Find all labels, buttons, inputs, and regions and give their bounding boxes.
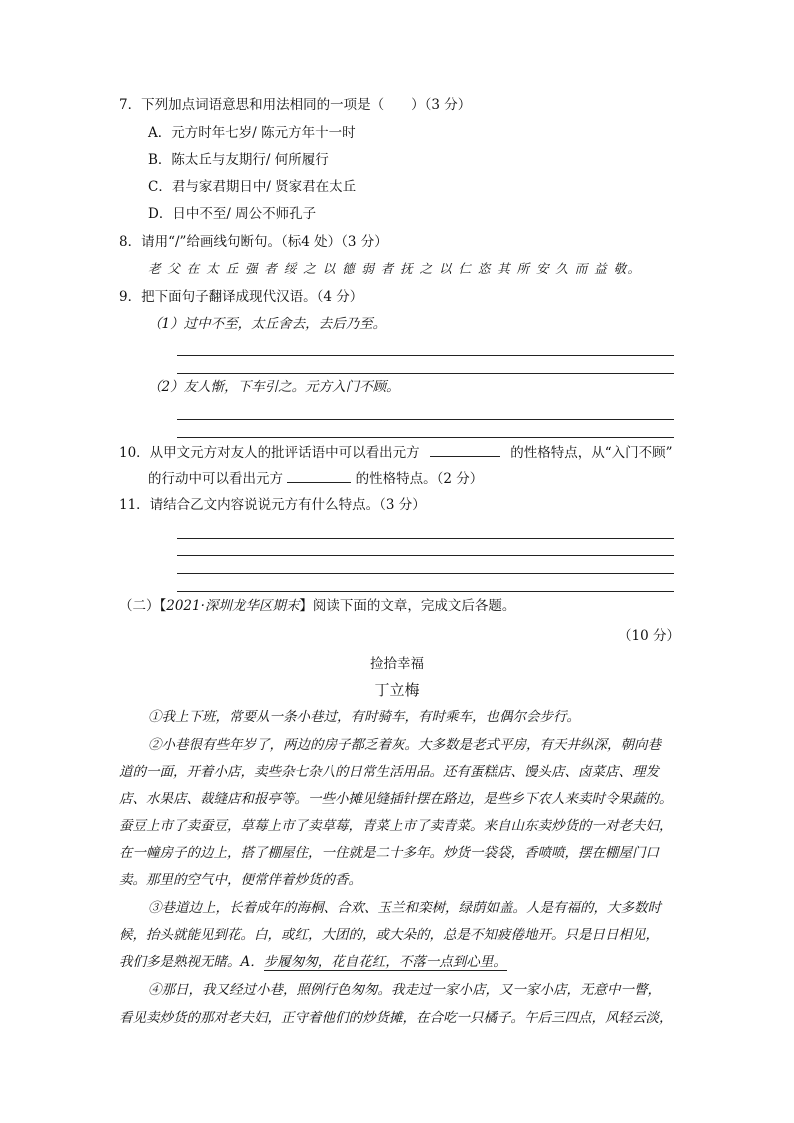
article-line: 道的一面，开着小店，卖些杂七杂八的日常生活用品。还有蛋糕店、馒头店、卤菜店、理发 (119, 764, 659, 780)
article-line: 蚕豆上市了卖蚕豆，草莓上市了卖草莓，青菜上市了卖青菜。来自山东卖炒货的一对老夫妇， (119, 818, 673, 834)
q9-sentence-1: （1）过中不至，太丘舍去，去后乃至。 (148, 316, 387, 332)
section-score: （10 分） (618, 628, 680, 644)
q10-text-4: 的性格特点。（2 分） (355, 471, 484, 487)
q7-option-c: C．君与家君期日中/ 贤家君在太丘 (148, 179, 357, 195)
q9-sentence-2: （2）友人惭，下车引之。元方入门不顾。 (148, 379, 400, 395)
q10-text-3: 的行动中可以看出元方 (148, 471, 283, 487)
underlined-sentence-a: 步履匆匆，花自花红，不落一点到心里。 (263, 954, 507, 970)
q10-text-2: 的性格特点，从“入门不顾” (510, 445, 673, 461)
q7-option-a: A．元方时年七岁/ 陈元方年十一时 (148, 125, 356, 141)
article-line-a (119, 953, 507, 971)
answer-line[interactable] (177, 419, 674, 420)
article-line: 看见卖炒货的那对老夫妇，正守着他们的炒货摊，在合吃一只橘子。午后三四点，风轻云淡， (119, 1010, 673, 1026)
article-line: 候，抬头就能见到花。白，或红，大团的，或大朵的，总是不知疲倦地开。只是日日相见， (119, 927, 659, 943)
answer-line[interactable] (177, 555, 674, 556)
answer-line[interactable] (177, 355, 674, 356)
article-line: ②小巷很有些年岁了，两边的房子都乏着灰。大多数是老式平房，有天井纵深，朝向巷 (148, 737, 661, 753)
answer-line[interactable] (177, 373, 674, 374)
section-intro (119, 597, 515, 615)
article-title: 捡拾幸福 (370, 656, 424, 672)
article-author: 丁立梅 (374, 681, 420, 699)
section-source: 2021·深圳龙华区期末 (166, 598, 300, 614)
answer-line[interactable] (177, 573, 674, 574)
q10-line-1 (119, 442, 673, 462)
q7-stem: 7．下列加点词语意思和用法相同的一项是（ ）（3 分） (119, 97, 472, 113)
q7-option-b: B．陈太丘与友期行/ 何所履行 (148, 152, 329, 168)
article-line: 店、水果店、裁缝店和报亭等。一些小摊见缝插针摆在路边，是些乡下农人来卖时令果蔬的。 (119, 791, 673, 807)
q7-option-d: D．日中不至/ 周公不师孔子 (148, 206, 317, 222)
answer-line[interactable] (177, 437, 674, 438)
article-line: ④那日，我又经过小巷，照例行色匆匆。我走过一家小店，又一家小店，无意中一瞥， (148, 982, 661, 998)
article-line-a-prefix: 我们多是熟视无睹。A． (119, 954, 264, 970)
article-line: ③巷道边上，长着成年的海桐、合欢、玉兰和栾树，绿荫如盖。人是有福的，大多数时 (148, 900, 661, 916)
q11-stem: 11．请结合乙文内容说说元方有什么特点。（3 分） (119, 497, 426, 513)
answer-line[interactable] (177, 538, 674, 539)
section-intro-suffix: 】阅读下面的文章，完成文后各题。 (299, 598, 516, 614)
article-line: 在一幢房子的边上，搭了棚屋住，一住就是二十多年。炒货一袋袋，香喷喷，摆在棚屋门口 (119, 845, 659, 861)
q10-text-1: 10．从甲文元方对友人的批评话语中可以看出元方 (119, 445, 420, 461)
article-line: ①我上下班，常要从一条小巷过，有时骑车，有时乘车，也偶尔会步行。 (148, 709, 580, 725)
q10-line-2 (148, 468, 483, 488)
q10-blank-2[interactable] (287, 468, 351, 483)
q8-stem: 8．请用“/”给画线句断句。（标4 处）（3 分） (119, 234, 388, 250)
q10-blank-1[interactable] (430, 442, 500, 457)
answer-line[interactable] (177, 591, 674, 592)
q8-sentence: 老 父 在 太 丘 强 者 绥 之 以 德 弱 者 抚 之 以 仁 恣 其 所 安 久 而 益 敬。 (148, 261, 642, 276)
section-intro-prefix: （二）【 (119, 598, 167, 614)
article-line: 卖。那里的空气中，便常伴着炒货的香。 (119, 872, 362, 888)
q9-stem: 9．把下面句子翻译成现代汉语。（4 分） (119, 289, 364, 305)
